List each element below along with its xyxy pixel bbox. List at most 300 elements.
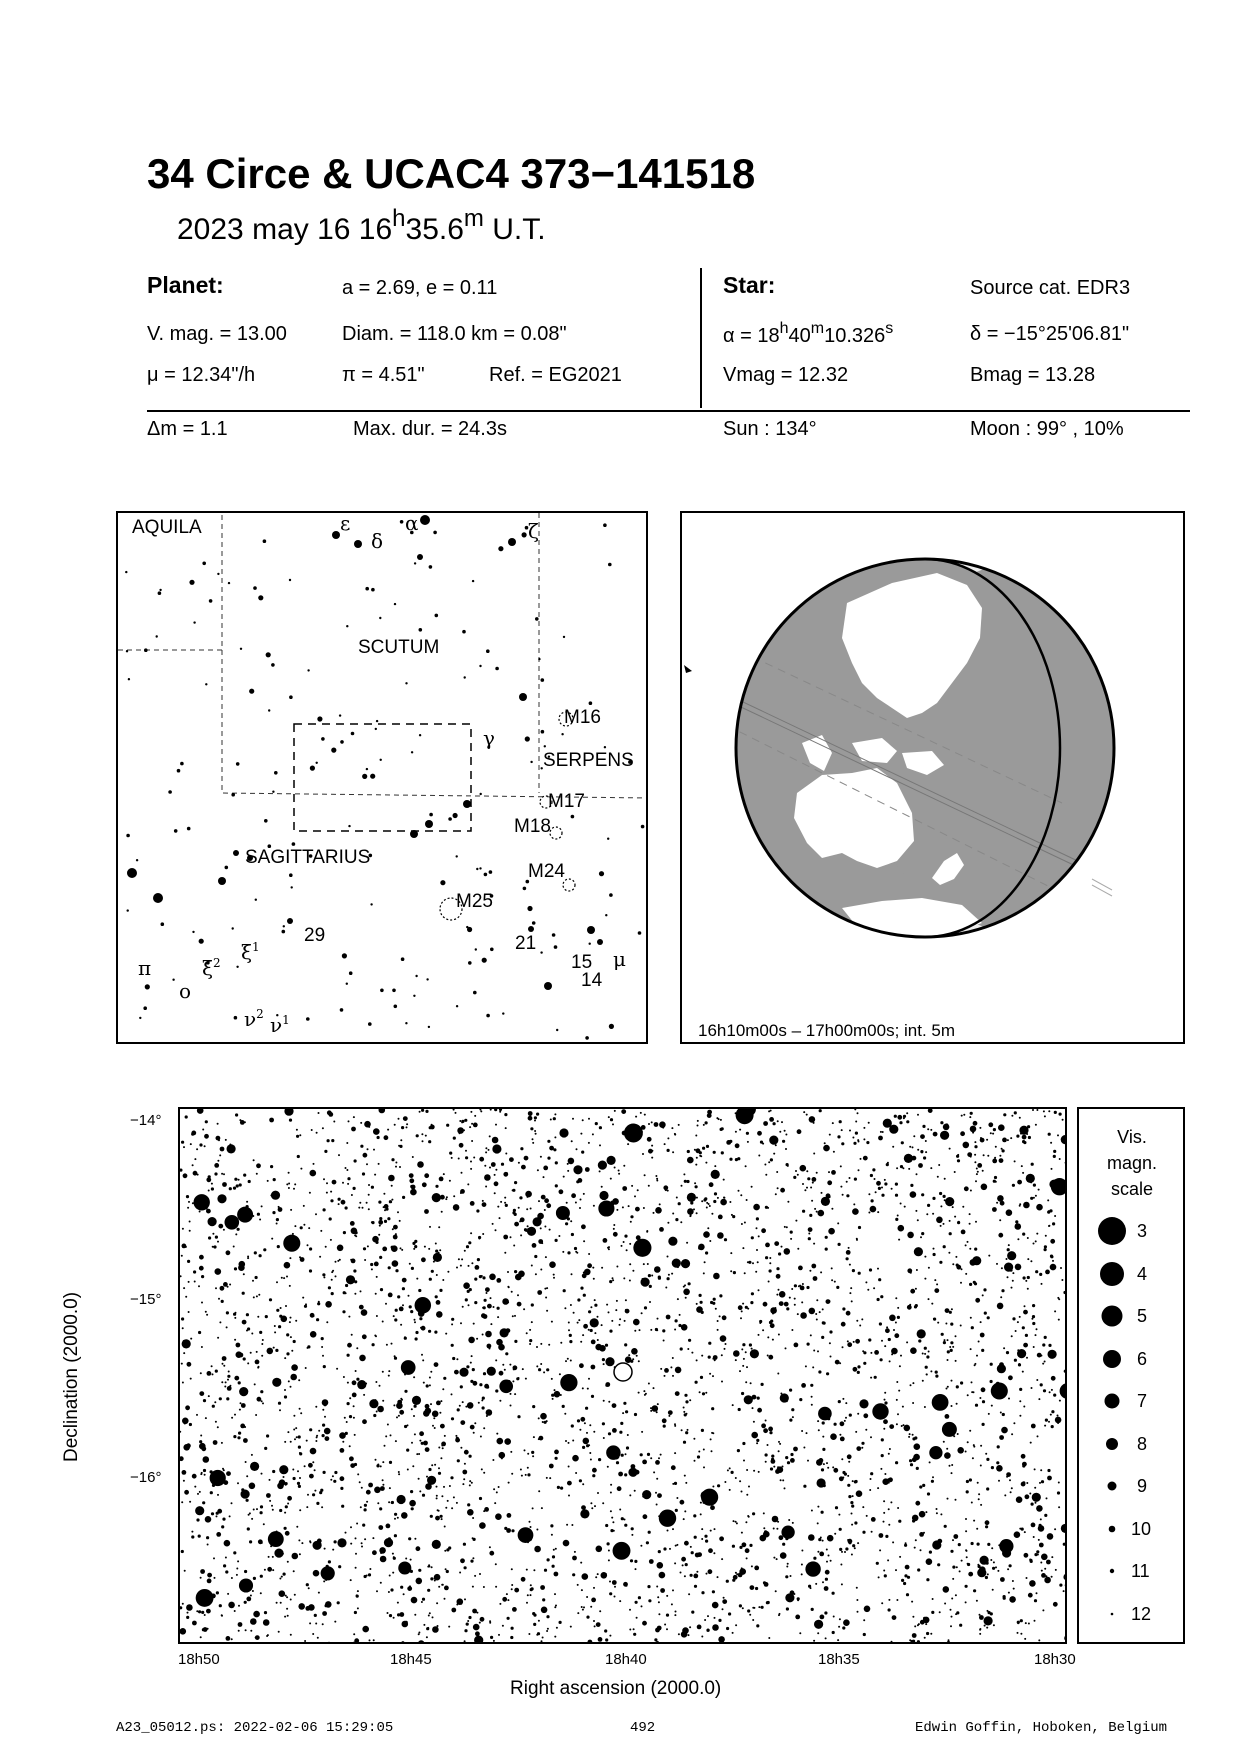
field-star <box>1006 1258 1008 1260</box>
field-star <box>746 1494 748 1496</box>
field-star <box>803 1485 806 1488</box>
field-star <box>706 1145 709 1148</box>
field-star <box>419 1440 421 1442</box>
field-star <box>817 1506 819 1508</box>
field-star <box>856 1320 858 1322</box>
field-star <box>873 1287 875 1289</box>
finder-star <box>161 922 165 926</box>
field-star <box>895 1183 898 1186</box>
field-star <box>935 1371 938 1374</box>
field-star <box>996 1461 999 1464</box>
field-star <box>298 1379 300 1381</box>
field-star <box>239 1183 242 1186</box>
field-star <box>577 1584 579 1586</box>
field-star <box>181 1363 183 1365</box>
track-direction-arrow <box>684 665 692 673</box>
field-star <box>593 1587 595 1589</box>
field-star <box>1016 1135 1019 1138</box>
field-star <box>533 1623 536 1626</box>
field-star <box>752 1262 754 1264</box>
field-star <box>286 1608 288 1610</box>
finder-star <box>144 648 148 652</box>
field-star <box>494 1174 496 1176</box>
field-star <box>651 1121 653 1123</box>
field-star <box>554 1391 561 1398</box>
field-star <box>623 1241 625 1243</box>
field-star <box>338 1154 340 1156</box>
field-star <box>244 1570 247 1573</box>
field-star <box>992 1589 994 1591</box>
field-star <box>617 1486 622 1491</box>
field-star <box>590 1329 593 1332</box>
field-star <box>950 1349 953 1352</box>
field-star <box>797 1313 799 1315</box>
field-star <box>223 1365 225 1367</box>
field-star <box>216 1515 218 1517</box>
field-star <box>778 1450 780 1452</box>
field-star <box>764 1530 767 1533</box>
field-star <box>388 1266 391 1269</box>
field-star <box>1038 1639 1040 1641</box>
field-star <box>527 1467 529 1469</box>
field-star <box>721 1381 723 1383</box>
field-star <box>965 1518 967 1520</box>
field-star <box>826 1462 828 1464</box>
field-star <box>484 1299 487 1302</box>
field-star <box>672 1259 681 1268</box>
finder-star <box>349 971 353 975</box>
field-star <box>578 1319 580 1321</box>
field-star <box>371 1221 373 1223</box>
finder-star <box>419 628 423 632</box>
field-star <box>943 1245 946 1248</box>
field-star <box>1022 1371 1024 1373</box>
field-star <box>738 1190 740 1192</box>
field-star <box>198 1535 201 1538</box>
field-star <box>765 1174 767 1176</box>
field-star <box>955 1256 957 1258</box>
field-star <box>384 1445 386 1447</box>
field-star <box>350 1259 352 1261</box>
field-star <box>563 1176 565 1178</box>
field-star <box>871 1517 876 1522</box>
field-star <box>951 1472 953 1474</box>
field-star <box>272 1556 274 1558</box>
field-star <box>654 1266 661 1273</box>
field-star <box>443 1486 445 1488</box>
field-star <box>722 1599 727 1604</box>
field-star <box>974 1364 976 1366</box>
field-star <box>389 1487 391 1489</box>
field-star <box>599 1144 601 1146</box>
field-star <box>453 1195 455 1197</box>
field-star <box>710 1505 715 1510</box>
field-star <box>470 1232 472 1234</box>
field-star <box>197 1174 199 1176</box>
field-star <box>349 1397 351 1399</box>
field-star <box>390 1588 393 1591</box>
field-star <box>1006 1209 1013 1216</box>
field-star <box>468 1265 470 1267</box>
field-star <box>606 1304 608 1306</box>
field-star <box>464 1250 466 1252</box>
field-star <box>436 1495 438 1497</box>
field-star <box>863 1362 866 1365</box>
field-star <box>182 1418 189 1425</box>
field-star <box>398 1471 400 1473</box>
field-star <box>741 1223 743 1225</box>
field-star <box>777 1521 779 1523</box>
field-star <box>202 1129 204 1131</box>
field-star <box>316 1318 319 1321</box>
field-star <box>1024 1305 1026 1307</box>
field-star <box>704 1619 706 1621</box>
field-star <box>412 1156 414 1158</box>
field-star <box>199 1211 201 1213</box>
field-star <box>1034 1620 1036 1622</box>
globe-time-range: 16h10m00s – 17h00m00s; int. 5m <box>698 1021 956 1040</box>
field-star <box>687 1429 689 1431</box>
field-star <box>480 1110 482 1112</box>
field-star <box>730 1252 732 1254</box>
field-star <box>186 1604 193 1611</box>
finder-star <box>346 983 348 985</box>
field-star <box>191 1133 194 1136</box>
finder-star <box>282 930 286 934</box>
field-star <box>398 1415 400 1417</box>
field-star <box>943 1223 945 1225</box>
field-star <box>193 1270 196 1273</box>
field-star <box>655 1175 657 1177</box>
field-star <box>223 1282 228 1287</box>
field-star <box>624 1524 627 1527</box>
field-star <box>1055 1569 1057 1571</box>
field-star <box>884 1574 887 1577</box>
finder-star <box>234 1016 238 1020</box>
field-star <box>526 1208 528 1210</box>
field-star <box>933 1248 935 1250</box>
field-star <box>935 1375 938 1378</box>
field-star <box>386 1344 388 1346</box>
field-star <box>708 1356 711 1359</box>
field-star <box>627 1434 629 1436</box>
field-star <box>880 1358 883 1361</box>
finder-star <box>368 1022 372 1026</box>
field-star <box>731 1471 734 1474</box>
field-star <box>689 1626 691 1628</box>
field-star <box>1053 1180 1055 1182</box>
field-star <box>582 1609 584 1611</box>
field-star <box>647 1453 650 1456</box>
field-star <box>826 1372 829 1375</box>
field-star <box>320 1489 323 1492</box>
field-star <box>572 1556 577 1561</box>
field-star <box>625 1356 632 1363</box>
field-star <box>398 1118 400 1120</box>
field-star <box>325 1246 327 1248</box>
field-star <box>398 1145 400 1147</box>
field-star <box>347 1343 352 1348</box>
finder-star <box>228 582 230 584</box>
field-star <box>590 1606 592 1608</box>
field-star <box>219 1604 222 1607</box>
field-star <box>726 1580 729 1583</box>
field-star <box>1044 1336 1047 1339</box>
field-star <box>1062 1119 1064 1121</box>
field-star <box>797 1174 799 1176</box>
field-star <box>504 1527 507 1530</box>
field-star <box>182 1470 187 1475</box>
field-star <box>542 1421 544 1423</box>
field-star <box>653 1471 655 1473</box>
field-star <box>423 1624 425 1626</box>
field-star <box>799 1398 802 1401</box>
field-star <box>891 1188 893 1190</box>
field-star <box>382 1247 387 1252</box>
field-star <box>701 1538 703 1540</box>
field-star <box>583 1294 586 1297</box>
field-star <box>315 1406 317 1408</box>
field-star <box>648 1274 651 1277</box>
finder-star <box>486 649 490 653</box>
field-star <box>382 1461 384 1463</box>
field-star <box>792 1522 794 1524</box>
field-star <box>668 1415 670 1417</box>
field-star <box>356 1378 359 1381</box>
field-star <box>953 1534 958 1539</box>
field-star <box>1066 1187 1067 1192</box>
field-star <box>481 1275 483 1277</box>
field-star <box>250 1462 259 1471</box>
field-star <box>466 1623 469 1626</box>
field-star <box>789 1297 791 1299</box>
field-star <box>598 1458 601 1461</box>
field-star <box>820 1615 825 1620</box>
finder-star <box>289 579 291 581</box>
field-star <box>674 1482 677 1485</box>
field-star <box>365 1383 367 1385</box>
field-star <box>495 1124 497 1126</box>
field-star <box>340 1487 343 1490</box>
field-star <box>689 1399 691 1401</box>
field-star <box>1032 1322 1035 1325</box>
field-star <box>238 1630 240 1632</box>
field-star <box>760 1141 763 1144</box>
delta-magnitude: Δm = 1.1 <box>147 418 228 440</box>
field-star <box>197 1109 204 1114</box>
field-star <box>384 1220 387 1223</box>
field-star <box>293 1570 295 1572</box>
field-star <box>227 1144 236 1153</box>
field-star <box>1044 1514 1047 1517</box>
field-star <box>678 1633 680 1635</box>
field-star <box>969 1248 971 1250</box>
field-star <box>880 1295 883 1298</box>
field-star <box>306 1506 308 1508</box>
field-star <box>181 1317 184 1320</box>
field-star <box>812 1177 817 1182</box>
field-star <box>1065 1478 1067 1480</box>
field-star <box>951 1405 953 1407</box>
finder-star <box>433 531 437 535</box>
field-star <box>807 1343 810 1346</box>
field-star <box>323 1365 326 1368</box>
field-star <box>376 1590 378 1592</box>
field-star <box>425 1447 430 1452</box>
field-star <box>821 1511 824 1514</box>
field-star <box>524 1156 529 1161</box>
field-star <box>1017 1349 1026 1358</box>
field-star <box>330 1479 332 1481</box>
field-star <box>681 1324 688 1331</box>
field-star <box>625 1453 627 1455</box>
field-star <box>817 1632 819 1634</box>
field-star <box>814 1620 823 1629</box>
field-star <box>1028 1623 1030 1625</box>
field-star <box>922 1125 925 1128</box>
field-star <box>207 1544 209 1546</box>
star-bmag: Bmag = 13.28 <box>970 364 1096 386</box>
field-star <box>363 1153 368 1158</box>
field-star <box>496 1278 501 1283</box>
field-star <box>492 1137 499 1144</box>
field-star <box>765 1461 767 1463</box>
field-star <box>442 1388 444 1390</box>
star-declination: δ = −15°25'06.81" <box>970 323 1130 345</box>
field-star <box>1051 1425 1054 1428</box>
field-star <box>718 1619 721 1622</box>
field-star <box>371 1268 373 1270</box>
field-star <box>679 1314 681 1316</box>
field-star <box>269 1298 272 1301</box>
field-star <box>223 1480 228 1485</box>
field-star <box>295 1320 297 1322</box>
field-star <box>950 1625 952 1627</box>
field-star <box>980 1465 982 1467</box>
field-star <box>668 1237 677 1246</box>
field-star <box>495 1389 498 1392</box>
field-star <box>385 1435 387 1437</box>
field-star <box>229 1284 231 1286</box>
field-star <box>883 1512 885 1514</box>
field-star <box>847 1475 849 1477</box>
field-star <box>940 1513 942 1515</box>
field-star <box>949 1311 952 1314</box>
field-star <box>509 1364 511 1366</box>
field-star <box>370 1263 373 1266</box>
field-star <box>724 1348 726 1350</box>
field-star <box>472 1368 475 1371</box>
field-star <box>1018 1363 1020 1365</box>
field-star <box>278 1402 281 1405</box>
field-star <box>219 1321 221 1323</box>
field-star <box>924 1353 926 1355</box>
field-star <box>973 1520 975 1522</box>
field-star <box>818 1538 821 1541</box>
field-star <box>936 1508 938 1510</box>
field-star <box>221 1300 224 1303</box>
field-star <box>538 1239 543 1244</box>
field-star <box>713 1200 716 1203</box>
field-star <box>206 1209 211 1214</box>
field-star <box>686 1413 688 1415</box>
field-star <box>902 1167 904 1169</box>
field-star <box>199 1440 202 1443</box>
field-star <box>379 1385 381 1387</box>
field-star <box>927 1204 930 1207</box>
field-star <box>210 1470 226 1486</box>
field-star <box>605 1524 608 1527</box>
greek-gamma: γ <box>483 726 495 750</box>
field-star <box>546 1287 548 1289</box>
field-star <box>555 1184 558 1187</box>
field-star <box>445 1333 447 1335</box>
field-star <box>302 1297 304 1299</box>
field-star <box>248 1180 251 1183</box>
field-star <box>191 1531 193 1533</box>
field-star <box>551 1534 553 1536</box>
field-star <box>345 1292 347 1294</box>
field-star <box>752 1407 754 1409</box>
finder-star <box>527 906 532 911</box>
field-star <box>733 1575 738 1580</box>
field-star <box>589 1452 591 1454</box>
field-star <box>773 1528 775 1530</box>
field-star <box>934 1288 939 1293</box>
field-star <box>223 1564 226 1567</box>
field-star <box>709 1373 711 1375</box>
field-star <box>362 1626 369 1633</box>
finder-star <box>380 759 382 761</box>
ra-tick-1845: 18h45 <box>390 1651 432 1668</box>
field-star <box>568 1495 570 1497</box>
field-star <box>215 1370 218 1373</box>
field-star <box>293 1415 295 1417</box>
field-star <box>457 1459 460 1462</box>
field-star <box>747 1515 749 1517</box>
field-star <box>712 1302 715 1305</box>
field-star <box>298 1603 305 1610</box>
field-star <box>495 1513 502 1520</box>
field-star <box>245 1461 247 1463</box>
field-star <box>825 1248 828 1251</box>
finder-star <box>544 745 546 747</box>
field-star <box>1000 1296 1002 1298</box>
finder-star <box>310 766 315 771</box>
field-star <box>194 1486 196 1488</box>
field-star <box>824 1586 829 1591</box>
field-star <box>376 1411 378 1413</box>
field-star <box>612 1123 614 1125</box>
field-star <box>404 1390 407 1393</box>
field-star <box>238 1605 240 1607</box>
field-star <box>949 1465 951 1467</box>
field-star <box>719 1294 722 1297</box>
field-star <box>893 1329 895 1331</box>
finder-star <box>291 886 293 888</box>
finder-star <box>392 989 396 993</box>
finder-star-bright <box>425 820 433 828</box>
field-star <box>723 1179 725 1181</box>
field-star <box>956 1403 958 1405</box>
field-star <box>414 1614 416 1616</box>
field-star <box>269 1118 274 1123</box>
field-star <box>267 1348 274 1355</box>
field-star <box>384 1135 389 1140</box>
finder-star <box>401 957 405 961</box>
field-star <box>677 1298 679 1300</box>
field-star <box>460 1420 465 1425</box>
